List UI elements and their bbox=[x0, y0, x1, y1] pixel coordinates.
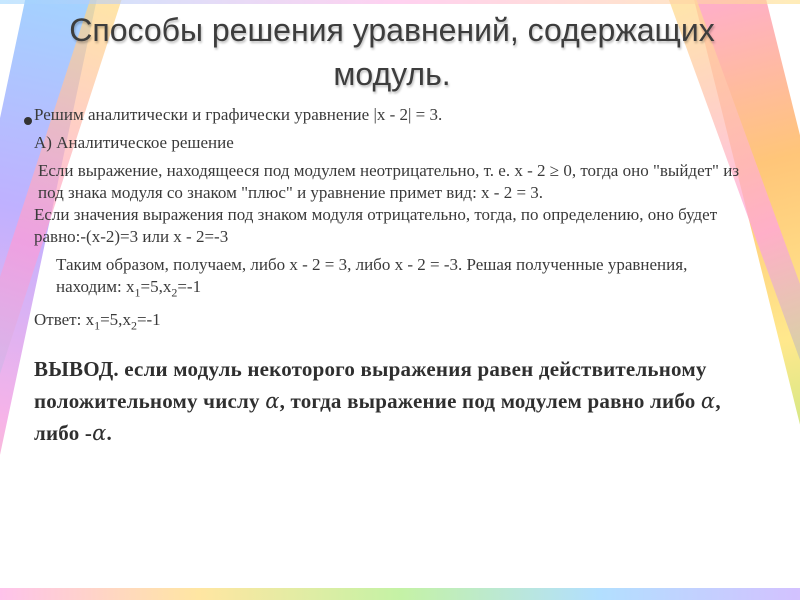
answer-line bbox=[34, 309, 750, 336]
conclusion-text-1: ВЫВОД. если модуль некоторого выражения равен действительному положительному числу bbox=[34, 356, 707, 413]
alpha-symbol-2: α bbox=[700, 388, 716, 413]
rainbow-stripe-bottom bbox=[0, 588, 800, 600]
roots bbox=[125, 277, 202, 300]
intro-text: Решим аналитически и графически уравнение |x - 2| = 3. bbox=[34, 105, 443, 124]
slide-content bbox=[34, 8, 750, 470]
conclusion-text-3: , либо - bbox=[34, 388, 721, 445]
paragraph-3-text: Таким образом, получаем, либо x - 2 = 3, либо x - 2 = -3. Решая полученные уравнения, находим: bbox=[56, 255, 688, 296]
intro-row bbox=[34, 104, 750, 126]
root2-var: x bbox=[162, 277, 172, 296]
conclusion-text-2: , тогда выражение под модулем равно либо bbox=[279, 388, 701, 413]
paragraph-3 bbox=[34, 254, 750, 303]
root2-sub: 2 bbox=[171, 285, 178, 300]
answer-sub1: 1 bbox=[94, 318, 101, 333]
answer-value1: =5, bbox=[100, 310, 123, 330]
answer-label: Ответ: bbox=[34, 310, 86, 330]
paragraph-2: Если значения выражения под знаком модуля отрицательно, тогда, по определению, оно будет равно:-(x-2)=3 или x - 2=-3 bbox=[34, 205, 718, 246]
answer-x1: x bbox=[85, 310, 95, 330]
conclusion bbox=[34, 353, 750, 449]
alpha-symbol-3: α bbox=[92, 420, 107, 445]
answer-value2: =-1 bbox=[136, 310, 161, 330]
alpha-symbol-1: α bbox=[265, 388, 280, 413]
answer-x2: x bbox=[122, 310, 131, 330]
slide-title: Способы решения уравнений, содержащих модуль. bbox=[69, 12, 715, 92]
rainbow-stripe-top bbox=[0, 0, 800, 4]
answer-sub2: 2 bbox=[130, 318, 137, 333]
root1-sub: 1 bbox=[134, 285, 141, 300]
root2-value: =-1 bbox=[177, 277, 202, 296]
bullet-icon bbox=[24, 117, 32, 125]
root1-var: x bbox=[125, 277, 135, 296]
root1-value: =5, bbox=[140, 277, 163, 296]
paragraph-1: Если выражение, находящееся под модулем неотрицательно, т. е. x - 2 ≥ 0, тогда оно "выйдет" из под знака модуля со знаком "плюс" и уравнение примет вид: x - 2 = 3. bbox=[38, 161, 740, 202]
section-heading: А) Аналитическое решение bbox=[34, 133, 234, 152]
slide-body bbox=[34, 104, 750, 337]
conclusion-end: . bbox=[106, 420, 112, 445]
